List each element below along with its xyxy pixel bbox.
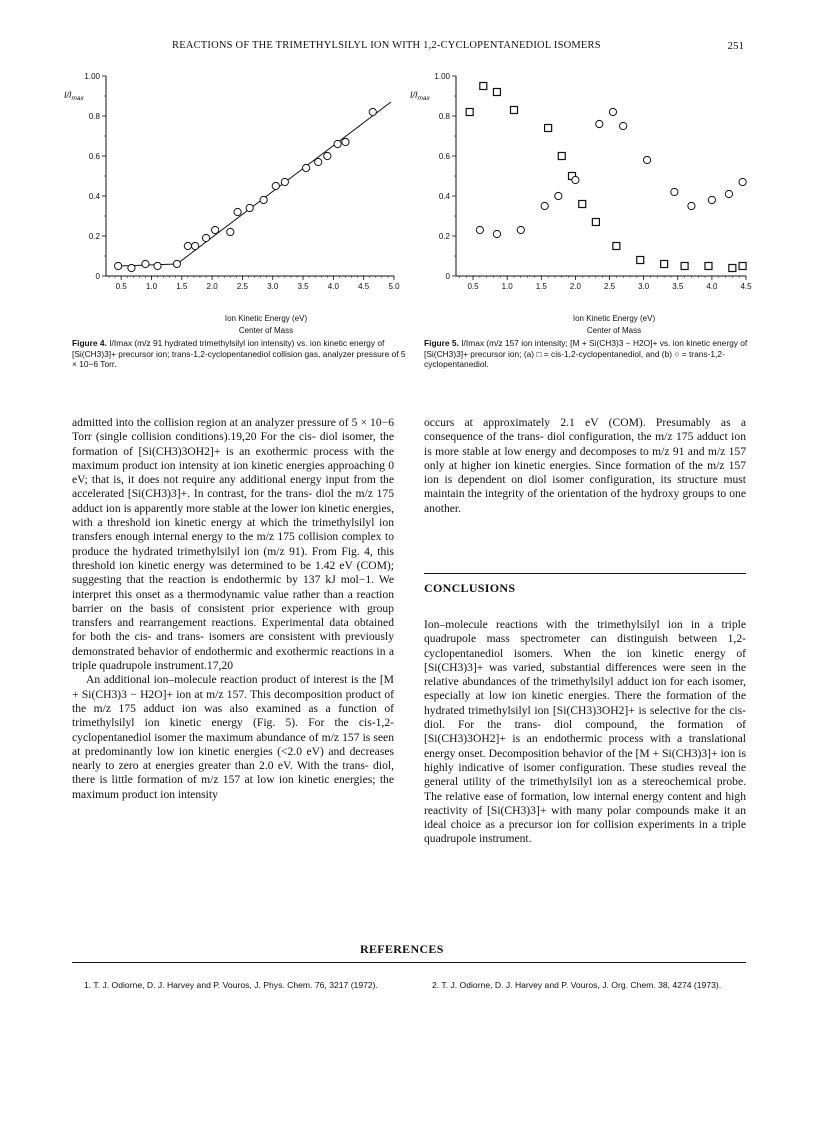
data-point-circle (260, 196, 267, 203)
x-tick-label: 1.5 (535, 282, 547, 291)
x-tick-label: 4.5 (358, 282, 370, 291)
conclusions-rule (424, 573, 746, 574)
data-point-circle (541, 202, 548, 209)
data-point-circle (708, 196, 715, 203)
data-point-circle (315, 158, 322, 165)
data-point-circle (620, 122, 627, 129)
data-point-circle (609, 108, 616, 115)
data-point-square (613, 243, 620, 250)
data-point-circle (234, 208, 241, 215)
data-point-square (739, 263, 746, 270)
data-point-circle (643, 156, 650, 163)
data-point-square (681, 263, 688, 270)
y-tick-label: 0.2 (438, 232, 450, 241)
x-tick-label: 4.5 (740, 282, 752, 291)
x-axis-subtitle: Center of Mass (238, 326, 294, 335)
data-point-circle (369, 108, 376, 115)
data-point-circle (212, 226, 219, 233)
fit-line (118, 102, 391, 266)
paragraph: occurs at approximately 2.1 eV (COM). Presumably as a consequence of the trans- diol configuration, the m/z 175 adduct ion is more stable at low energy and decomposes to m/z 91 and m/z 157 only at higher ion kinetic energies. Since formation of the m/z 157 ion is dependent on diol isomer configuration, its structure must maintain the integrity of the orientation of the hydroxy groups to one another. (424, 416, 746, 515)
y-tick-label: 0 (445, 272, 450, 281)
references-rule (72, 962, 746, 963)
figure-5-caption: Figure 5. I/Imax (m/z 157 ion intensity; [M + Si(CH3)3 − H2O]+ vs. ion kinetic energy of [Si(CH3)3]+ precursor ion; (a) □ = cis-1,2-cyclopentanediol, and (b) ○ = trans-1,2-cyclopentanediol. (424, 338, 748, 370)
data-point-circle (517, 226, 524, 233)
right-column-top (424, 416, 746, 516)
data-point-circle (272, 182, 279, 189)
data-point-circle (739, 178, 746, 185)
data-point-square (637, 257, 644, 264)
y-tick-label: 0.6 (88, 152, 100, 161)
y-tick-label: 0.4 (438, 192, 450, 201)
data-point-circle (115, 262, 122, 269)
x-tick-label: 2.5 (603, 282, 616, 291)
data-point-square (511, 107, 518, 114)
x-axis-title: Ion Kinetic Energy (eV) (224, 314, 308, 323)
references-heading: REFERENCES (360, 942, 444, 956)
data-point-square (661, 261, 668, 268)
paragraph: admitted into the collision region at an analyzer pressure of 5 × 10−6 Torr (single collision conditions).19,20 For the cis- diol isomer, the formation of [Si(CH3)3OH2]+ is an exothermic process with the maximum product ion intensity at ion kinetic energies approaching 0 eV; that is, it does not require any additional energy input from the accelerated [Si(CH3)3]+. In contrast, for the trans- diol the m/z 175 adduct ion is apparently more stable at the lower ion kinetic energies, with a threshold ion kinetic energy at which the trimethylsilyl ion transfers enough internal energy to the m/z 175 collision complex to produce the hydrated trimethylsilyl ion (m/z 91). From Fig. 4, this threshold ion kinetic energy was determined to be 1.42 eV (COM); suggesting that the reaction is endothermic by 137 kJ mol−1. We interpret this onset as a thermodynamic value rather than a reaction barrier on the basis of consistent prior experience with group transfers and rearrangement reactions. Experimental data obtained for both the cis- and trans- isomers are consistent with previously demonstrated behavior of endothermic and exothermic reactions in a triple quadrupole instrument.17,20 (72, 416, 394, 673)
x-tick-label: 0.5 (467, 282, 479, 291)
reference-2: 2. T. J. Odiorne, D. J. Harvey and P. Vouros, J. Org. Chem. 38, 4274 (1973). (432, 980, 722, 990)
data-point-circle (142, 260, 149, 267)
paragraph: Ion–molecule reactions with the trimethylsilyl ion in a triple quadrupole mass spectrometer can distinguish between 1,2-cyclopentanediol isomers. When the ion kinetic energy of [Si(CH3)3]+ was varied, substantial differences were seen in the relative abundances of the trimethylsilyl adduct ion for each isomer, especially at low ion kinetic energies. There the formation of the hydrated trimethylsilyl ion [Si(CH3)3OH2]+ is selective for the cis-diol. For the trans- diol compound, the formation of [Si(CH3)3OH2]+ is an endothermic process with a translational energy onset. Decomposition behavior of the [M + Si(CH3)3]+ ion is highly indicative of isomer configuration. These studies reveal the general utility of the trimethylsilyl ion as a stereochemical probe. The relative ease of formation, low internal energy content and high reactivity of [Si(CH3)3]+ with many polar compounds make it an ideal choice as a precursor ion for collision experiments in a triple quadrupole instrument. (424, 618, 746, 846)
data-point-square (592, 219, 599, 226)
data-point-circle (192, 242, 199, 249)
x-tick-label: 1.0 (145, 282, 158, 291)
data-point-circle (302, 164, 309, 171)
data-point-circle (671, 188, 678, 195)
figure-5-chart (406, 66, 758, 336)
x-tick-label: 4.0 (327, 282, 339, 291)
data-point-square (466, 109, 473, 116)
data-point-square (545, 125, 552, 132)
figure-4 (60, 66, 420, 336)
y-tick-label: 0.6 (438, 152, 450, 161)
data-point-circle (173, 260, 180, 267)
data-point-square (493, 89, 500, 96)
y-tick-label: 0 (95, 272, 100, 281)
data-point-circle (476, 226, 483, 233)
conclusions-heading: CONCLUSIONS (424, 581, 516, 595)
data-point-circle (596, 120, 603, 127)
x-tick-label: 3.5 (672, 282, 684, 291)
paragraph: An additional ion–molecule reaction product of interest is the [M + Si(CH3)3 − H2O]+ ion at m/z 157. This decomposition product of the m/z 175 adduct ion was also examined as a function of trimethylsilyl ion kinetic energy (Fig. 5). For the cis-1,2-cyclopentanediol isomer the maximum abundance of m/z 157 is seen at predominantly low ion kinetic energies (<2.0 eV) and decreases nearly to zero at energies greater than 2.0 eV. With the trans- diol, there is little formation of m/z 157 at low ion kinetic energies; the maximum product ion intensity (72, 673, 394, 801)
data-point-square (579, 201, 586, 208)
x-tick-label: 3.0 (267, 282, 279, 291)
data-point-square (729, 265, 736, 272)
y-tick-label: 0.4 (88, 192, 100, 201)
reference-1: 1. T. J. Odiorne, D. J. Harvey and P. Vouros, J. Phys. Chem. 76, 3217 (1972). (84, 980, 378, 990)
data-point-circle (725, 190, 732, 197)
y-tick-label: 1.00 (434, 72, 450, 81)
data-point-circle (334, 140, 341, 147)
data-point-circle (246, 204, 253, 211)
y-tick-label: 1.00 (84, 72, 100, 81)
figure-5 (406, 66, 758, 336)
data-point-circle (572, 176, 579, 183)
x-tick-label: 3.5 (297, 282, 309, 291)
y-axis-label: $I/I_{max}$ (410, 90, 430, 102)
left-column (72, 416, 394, 802)
data-point-circle (154, 262, 161, 269)
x-tick-label: 1.5 (176, 282, 188, 291)
y-tick-label: 0.2 (88, 232, 100, 241)
x-axis-subtitle: Center of Mass (586, 326, 642, 335)
y-tick-label: 0.8 (88, 112, 100, 121)
x-tick-label: 3.0 (638, 282, 650, 291)
data-point-circle (688, 202, 695, 209)
running-header (72, 40, 744, 56)
data-point-square (558, 153, 565, 160)
data-point-circle (281, 178, 288, 185)
data-point-circle (128, 264, 135, 271)
data-point-circle (555, 192, 562, 199)
x-tick-label: 5.0 (388, 282, 400, 291)
x-tick-label: 0.5 (115, 282, 127, 291)
x-tick-label: 4.0 (706, 282, 718, 291)
y-axis-label: $I/I_{max}$ (64, 90, 84, 102)
x-tick-label: 1.0 (501, 282, 513, 291)
data-point-circle (342, 138, 349, 145)
x-axis-title: Ion Kinetic Energy (eV) (572, 314, 656, 323)
figure-4-caption: Figure 4. I/Imax (m/z 91 hydrated trimethylsilyl ion intensity) vs. ion kinetic energy of [Si(CH3)3]+ precursor ion; trans-1,2-cyclopentanediol collision gas, analyzer pressure of 5 × 10−6 Torr. (72, 338, 406, 370)
data-point-square (705, 263, 712, 270)
data-point-circle (493, 230, 500, 237)
x-tick-label: 2.0 (206, 282, 218, 291)
page-number: 251 (727, 40, 744, 52)
data-point-circle (324, 152, 331, 159)
data-point-circle (202, 234, 209, 241)
running-title: REACTIONS OF THE TRIMETHYLSILYL ION WITH 1,2-CYCLOPENTANEDIOL ISOMERS (172, 40, 601, 51)
data-point-circle (227, 228, 234, 235)
right-column-conclusions (424, 618, 746, 847)
x-tick-label: 2.5 (236, 282, 248, 291)
y-tick-label: 0.8 (438, 112, 450, 121)
x-tick-label: 2.0 (569, 282, 581, 291)
data-point-square (480, 83, 487, 90)
figure-4-chart (60, 66, 420, 336)
data-point-circle (184, 242, 191, 249)
